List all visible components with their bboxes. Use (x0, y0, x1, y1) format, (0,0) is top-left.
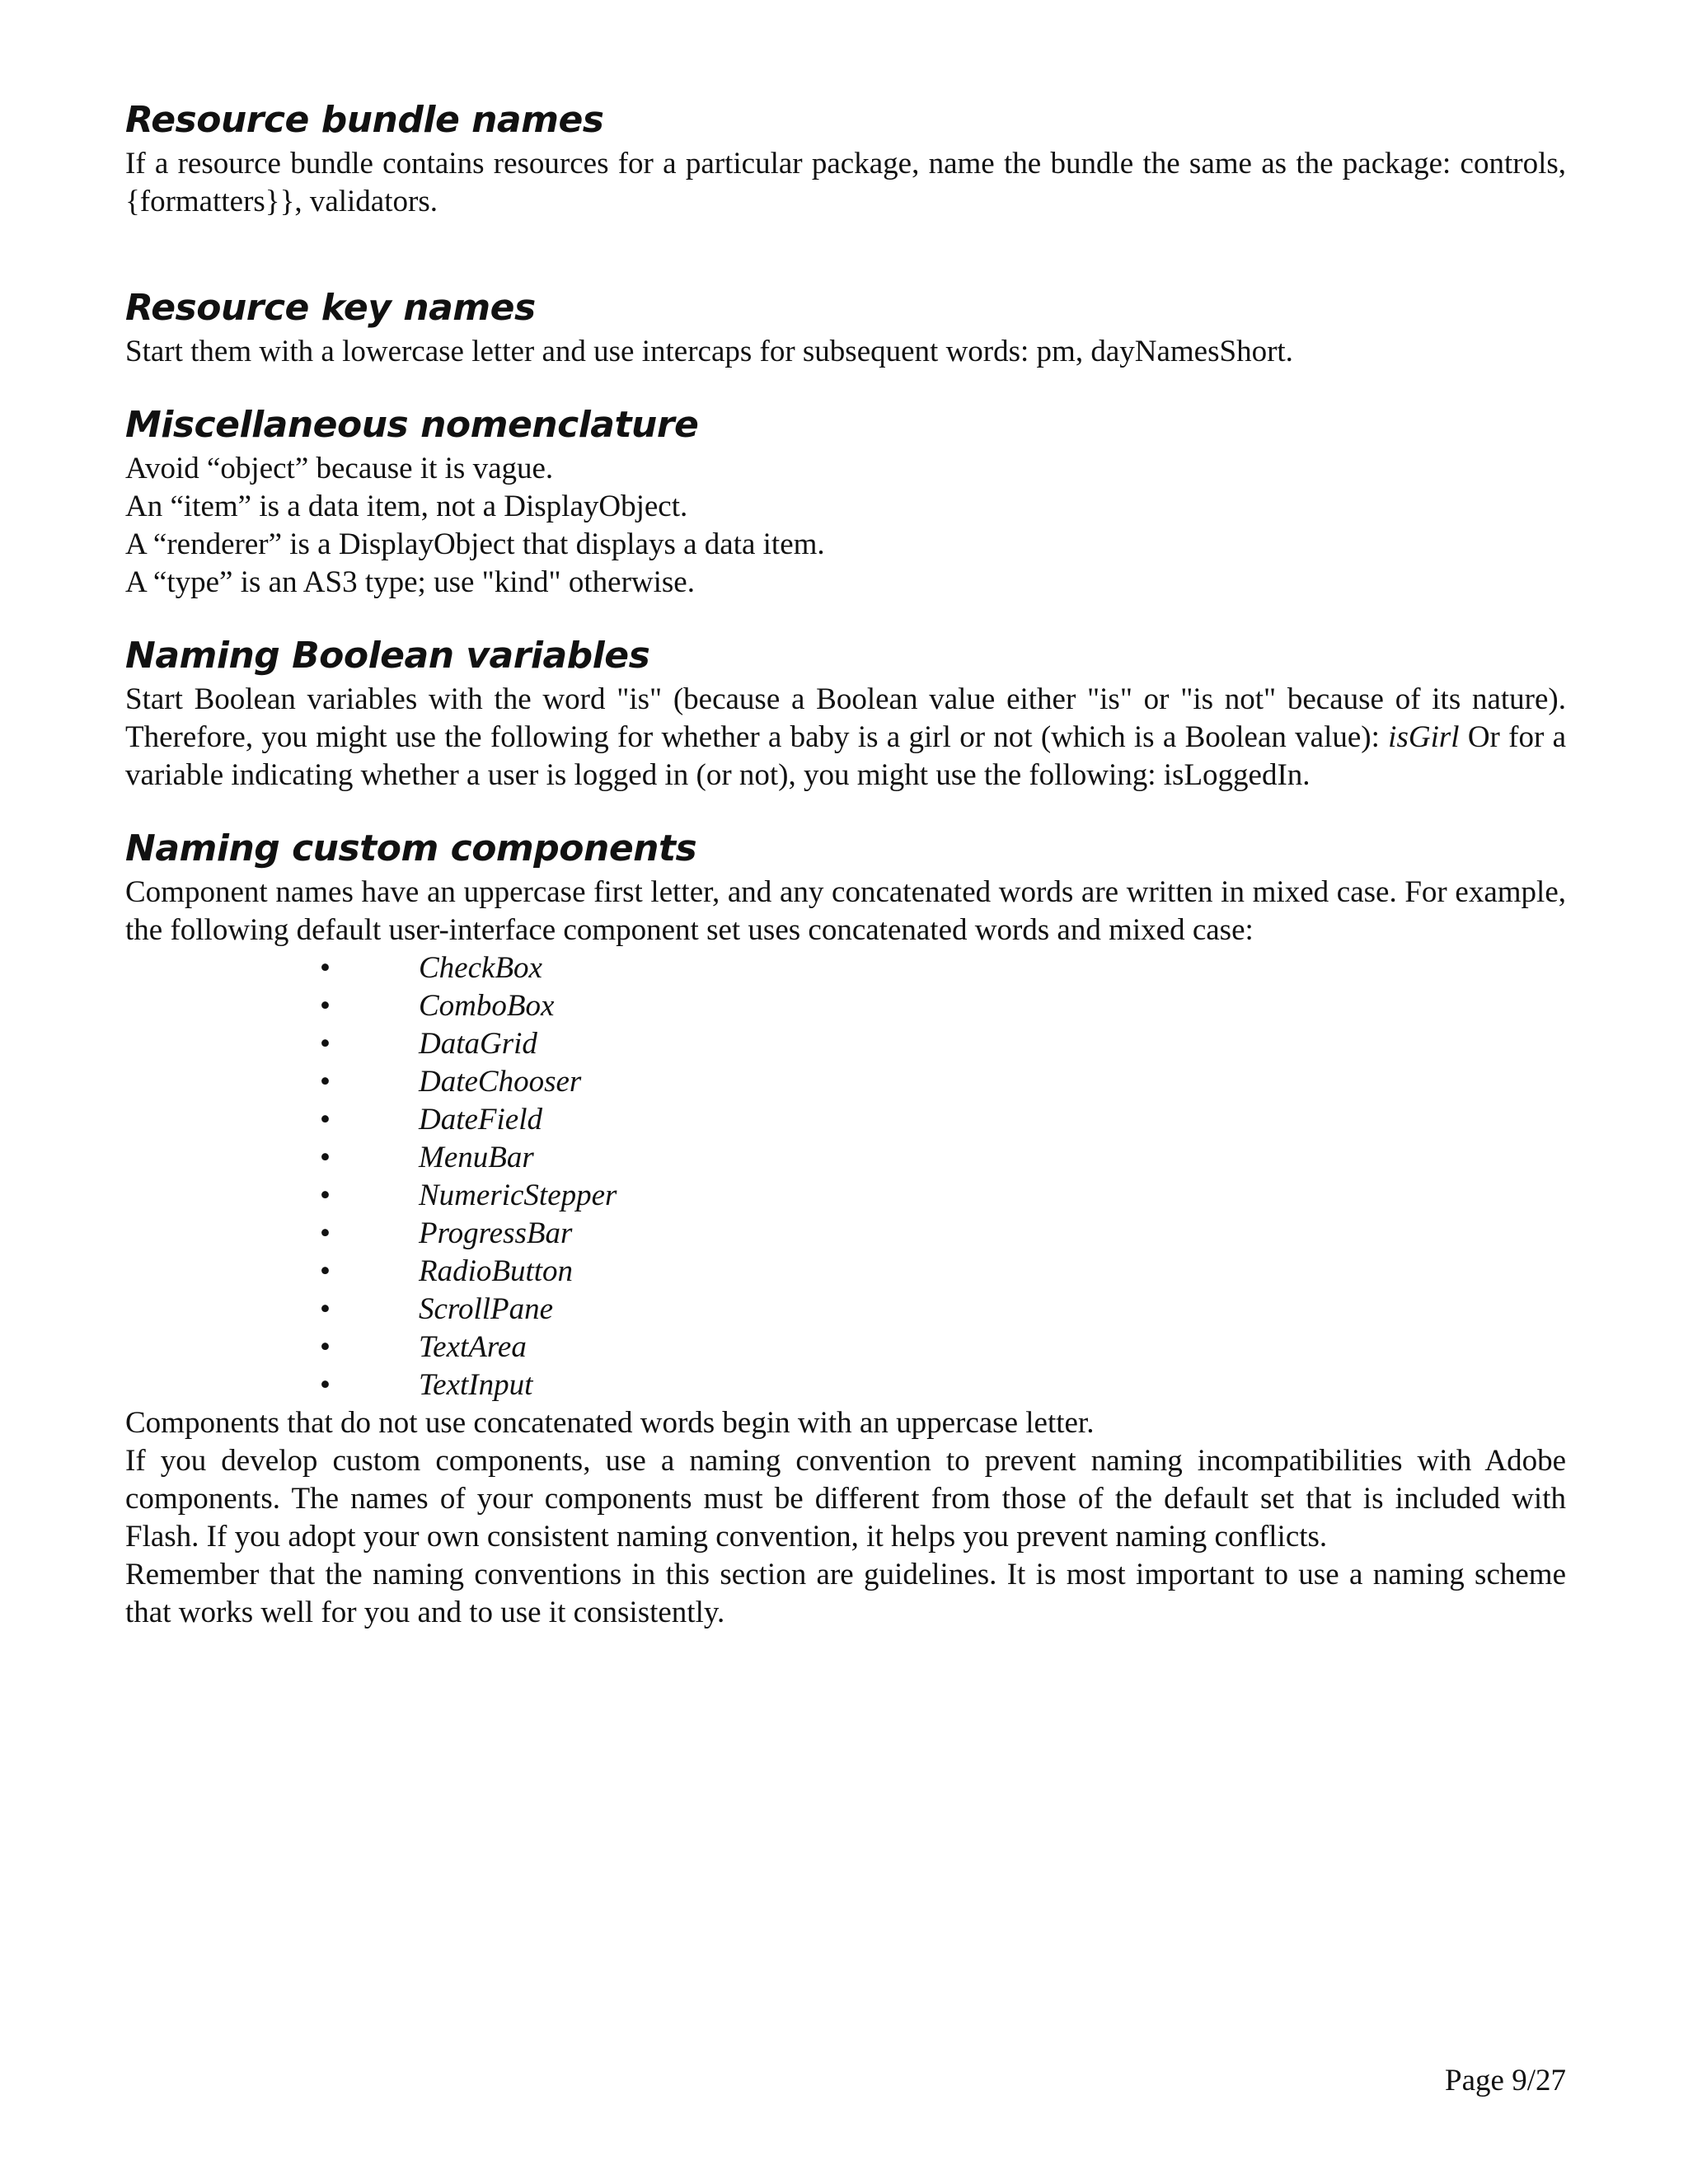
resource-bundle-paragraph: If a resource bundle contains resources for a particular package, name the bundle the same as the package: controls, {formatters}}, validators. (125, 147, 1566, 218)
list-item (125, 1329, 1566, 1366)
misc-line: A “renderer” is a DisplayObject that displays a data item. (125, 527, 825, 561)
misc-line: A “type” is an AS3 type; use "kind" otherwise. (125, 565, 695, 599)
component-name: ScrollPane (419, 1292, 554, 1326)
bullet-icon: • (320, 1330, 331, 1364)
bullet-icon: • (320, 1368, 331, 1402)
component-name: ComboBox (419, 989, 555, 1023)
misc-line: Avoid “object” because it is vague. (125, 452, 554, 485)
component-name: CheckBox (419, 951, 542, 985)
misc-line: An “item” is a data item, not a DisplayObject. (125, 490, 688, 523)
bullet-icon: • (320, 1141, 331, 1174)
component-name: RadioButton (419, 1254, 574, 1288)
page-number: Page 9/27 (1445, 2064, 1566, 2097)
boolean-example-code: isGirl (1388, 720, 1460, 754)
list-item (125, 949, 1566, 987)
list-item (125, 1025, 1566, 1063)
components-paragraph-2: If you develop custom components, use a naming convention to prevent naming incompatibilities with Adobe components. The names of your components must be different from those of the default set that is included with Flash. If you adopt your own consistent naming convention, it helps you prevent naming conflicts. (125, 1444, 1566, 1554)
list-item (125, 1253, 1566, 1291)
component-name: ProgressBar (419, 1216, 573, 1250)
bullet-icon: • (320, 1027, 331, 1061)
list-item (125, 1063, 1566, 1101)
component-name: TextArea (419, 1330, 527, 1364)
component-name: MenuBar (419, 1141, 534, 1174)
components-paragraph-3: Remember that the naming conventions in this section are guidelines. It is most important to use a naming scheme that works well for you and to use it consistently. (125, 1558, 1566, 1629)
list-item (125, 1366, 1566, 1404)
boolean-text-after: Or for a variable indicating whether a user is logged in (or not), you might use the following: isLoggedIn. (125, 720, 1566, 792)
list-item (125, 987, 1566, 1025)
component-name: DataGrid (419, 1027, 537, 1061)
bullet-icon: • (320, 1254, 331, 1288)
heading-naming-boolean-variables: Naming Boolean variables (125, 635, 650, 677)
bullet-icon: • (320, 989, 331, 1023)
heading-resource-key-names: Resource key names (125, 287, 536, 329)
bullet-icon: • (320, 1292, 331, 1326)
components-intro-paragraph: Component names have an uppercase first letter, and any concatenated words are written in mixed case. For example, the following default user-interface component set uses concatenated words and mixed case: (125, 875, 1566, 947)
bullet-icon: • (320, 1103, 331, 1137)
component-name: DateField (419, 1103, 543, 1137)
bullet-icon: • (320, 1216, 331, 1250)
list-item (125, 1291, 1566, 1329)
component-name: TextInput (419, 1368, 533, 1402)
list-item (125, 1101, 1566, 1139)
component-name: DateChooser (419, 1065, 582, 1099)
component-name: NumericStepper (419, 1179, 617, 1212)
resource-key-paragraph: Start them with a lowercase letter and use intercaps for subsequent words: pm, dayNamesShort. (125, 335, 1293, 368)
spacer (125, 371, 1566, 402)
heading-miscellaneous-nomenclature: Miscellaneous nomenclature (125, 404, 699, 446)
component-list (125, 949, 1566, 1404)
document-page (125, 97, 1566, 1632)
heading-resource-bundle-names: Resource bundle names (125, 99, 604, 141)
spacer (125, 794, 1566, 826)
heading-naming-custom-components: Naming custom components (125, 827, 697, 869)
spacer (125, 602, 1566, 633)
list-item (125, 1177, 1566, 1215)
components-paragraph-1: Components that do not use concatenated words begin with an uppercase letter. (125, 1406, 1095, 1440)
boolean-paragraph (125, 681, 1566, 794)
bullet-icon: • (320, 951, 331, 985)
spacer (125, 221, 1566, 285)
bullet-icon: • (320, 1179, 331, 1212)
boolean-text-before: Start Boolean variables with the word "is" (because a Boolean value either "is" or "is not" because of its nature). Therefore, you might use the following for whether a baby is a girl or not (which is a Boolean value): (125, 682, 1566, 754)
list-item (125, 1215, 1566, 1253)
bullet-icon: • (320, 1065, 331, 1099)
list-item (125, 1139, 1566, 1177)
